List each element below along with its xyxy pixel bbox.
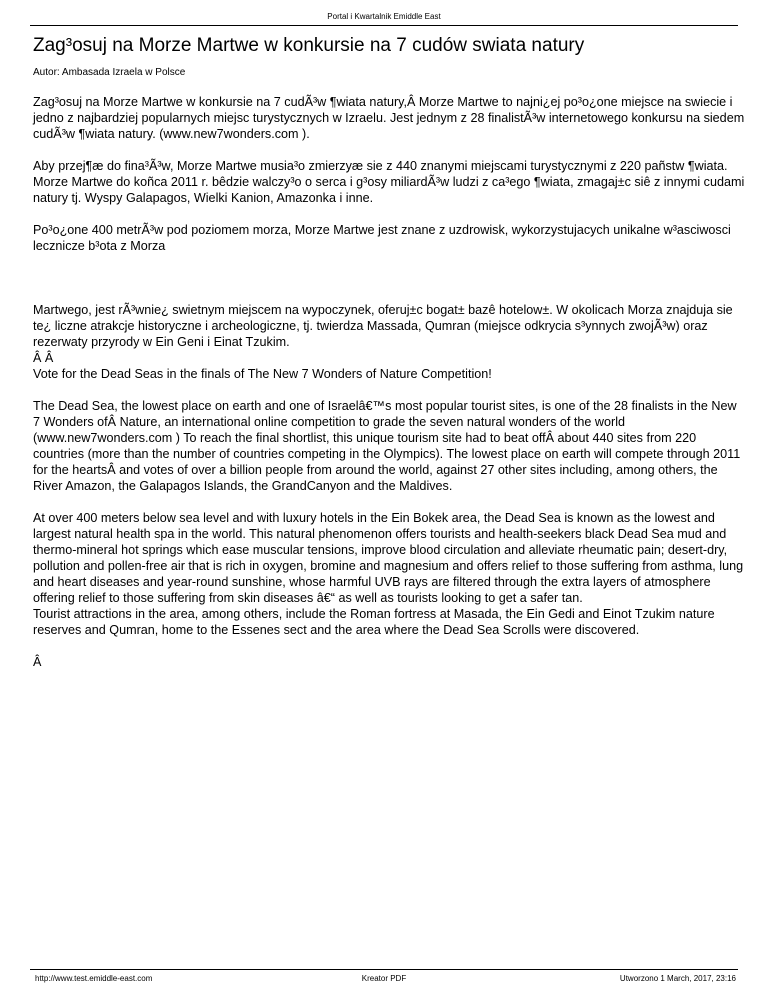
article-title: Zag³osuj na Morze Martwe w konkursie na 7 cudów swiata natury	[33, 35, 585, 56]
paragraph-attractions-en: Tourist attractions in the area, among others, include the Roman fortress at Masada, the Ein Gedi and Einot Tzukim nature reserves and Qumran, home to the Essenes sect and the area where the Dead Sea Scrolls were discovered.	[33, 607, 715, 637]
paragraph-spa-en: At over 400 meters below sea level and with luxury hotels in the Ein Bokek area, the Dead Sea is known as the lowest and largest natural health spa in the world. This natural phenomenon offers tourists and health-seekers black Dead Sea mud and thermo-mineral hot springs which ease muscular tensions, improve blood circulation and alleviate rheumatic pain; desert-dry, pollution and pollen-free air that is rich in oxygen, bromine and magnesium and offers relief to those suffering from asthma, lung and heart diseases and year-round sunshine, whose harmful UVB rays are filtered through the extra layers of atmosphere offering relief to those suffering from skin diseases â€“ as well as tourists looking to get a safer tan.	[33, 511, 744, 605]
footer-divider	[30, 969, 738, 970]
paragraph-spacer	[33, 494, 745, 510]
footer-creator: Kreator PDF	[361, 974, 407, 983]
paragraph-vote-heading: Vote for the Dead Seas in the finals of The New 7 Wonders of Nature Competition!	[33, 367, 492, 381]
article-body	[33, 94, 745, 670]
paragraph-intro-en: The Dead Sea, the lowest place on earth and one of Israelâ€™s most popular tourist sites, is one of the 28 finalists in the New 7 Wonders ofÂ Nature, an international online competition to grade the seven natural wonders of the world (www.new7wonders.com ) To reach the final shortlist, this unique tourism site had to beat offÂ about 440 sites from 220 countries (more than the number of countries competing in the Olympics). The lowest place on earth will compete through 2011 for the heartsÂ and votes of over a billion people from around the world, against 27 other sites including, among others, the River Amazon, the Galapagos Islands, the GrandCanyon and the Maldives.	[33, 399, 741, 493]
article-author: Autor: Ambasada Izraela w Polsce	[33, 67, 186, 78]
paragraph-spacer	[33, 206, 745, 222]
paragraph-attractions-pl: Martwego, jest rÃ³wnie¿ swietnym miejscem na wypoczynek, oferuj±c bogat± bazê hotelow±. W okolicach Morza znajduja sie te¿ liczne atrakcje historyczne i archeologiczne, tj. twierdza Massada, Qumran (miejsce odkrycia s³ynnych zwojÃ³w) oraz rezerwaty przyrody w Ein Geni i Einat Tzukim.	[33, 303, 733, 349]
paragraph-stray-chars: Â Â	[33, 351, 54, 365]
header-site-name: Portal i Kwartalnik Emiddle East	[327, 12, 441, 21]
paragraph-stray-end: Â	[33, 655, 42, 669]
paragraph-spacer	[33, 638, 745, 654]
page-footer	[0, 974, 768, 986]
page-header	[0, 12, 768, 22]
paragraph-spacer	[33, 382, 745, 398]
footer-created-date: Utworzono 1 March, 2017, 23:16	[619, 974, 736, 983]
footer-url: http://www.test.emiddle-east.com	[35, 974, 153, 983]
header-divider	[30, 25, 738, 26]
paragraph-spa-pl: Po³o¿one 400 metrÃ³w pod poziomem morza, Morze Martwe jest znane z uzdrowisk, wykorzystujacych unikalne w³asciwosci lecznicze b³ota z Morza	[33, 223, 731, 253]
paragraph-finals-pl: Aby przej¶æ do fina³Ã³w, Morze Martwe musia³o zmierzyæ sie z 440 znanymi miejscami turystycznymi z 220 pañstw ¶wiata. Morze Martwe do koñca 2011 r. bêdzie walczy³o o serca i g³osy miliardÃ³w ludzi z ca³ego ¶wiata, zmagaj±c siê z innymi cudami natury tj. Wyspy Galapagos, Wielki Kanion, Amazonka i inne.	[33, 159, 745, 205]
paragraph-spacer	[33, 142, 745, 158]
paragraph-spacer	[33, 254, 745, 302]
paragraph-intro-pl: Zag³osuj na Morze Martwe w konkursie na 7 cudÃ³w ¶wiata natury,Â Morze Martwe to najni¿ej po³o¿one miejsce na swiecie i jedno z najbardziej popularnych miejsc turystycznych w Izraelu. Jest jednym z 28 finalistÃ³w internetowego konkursu na siedem cudÃ³w ¶wiata natury. (www.new7wonders.com ).	[33, 95, 745, 141]
